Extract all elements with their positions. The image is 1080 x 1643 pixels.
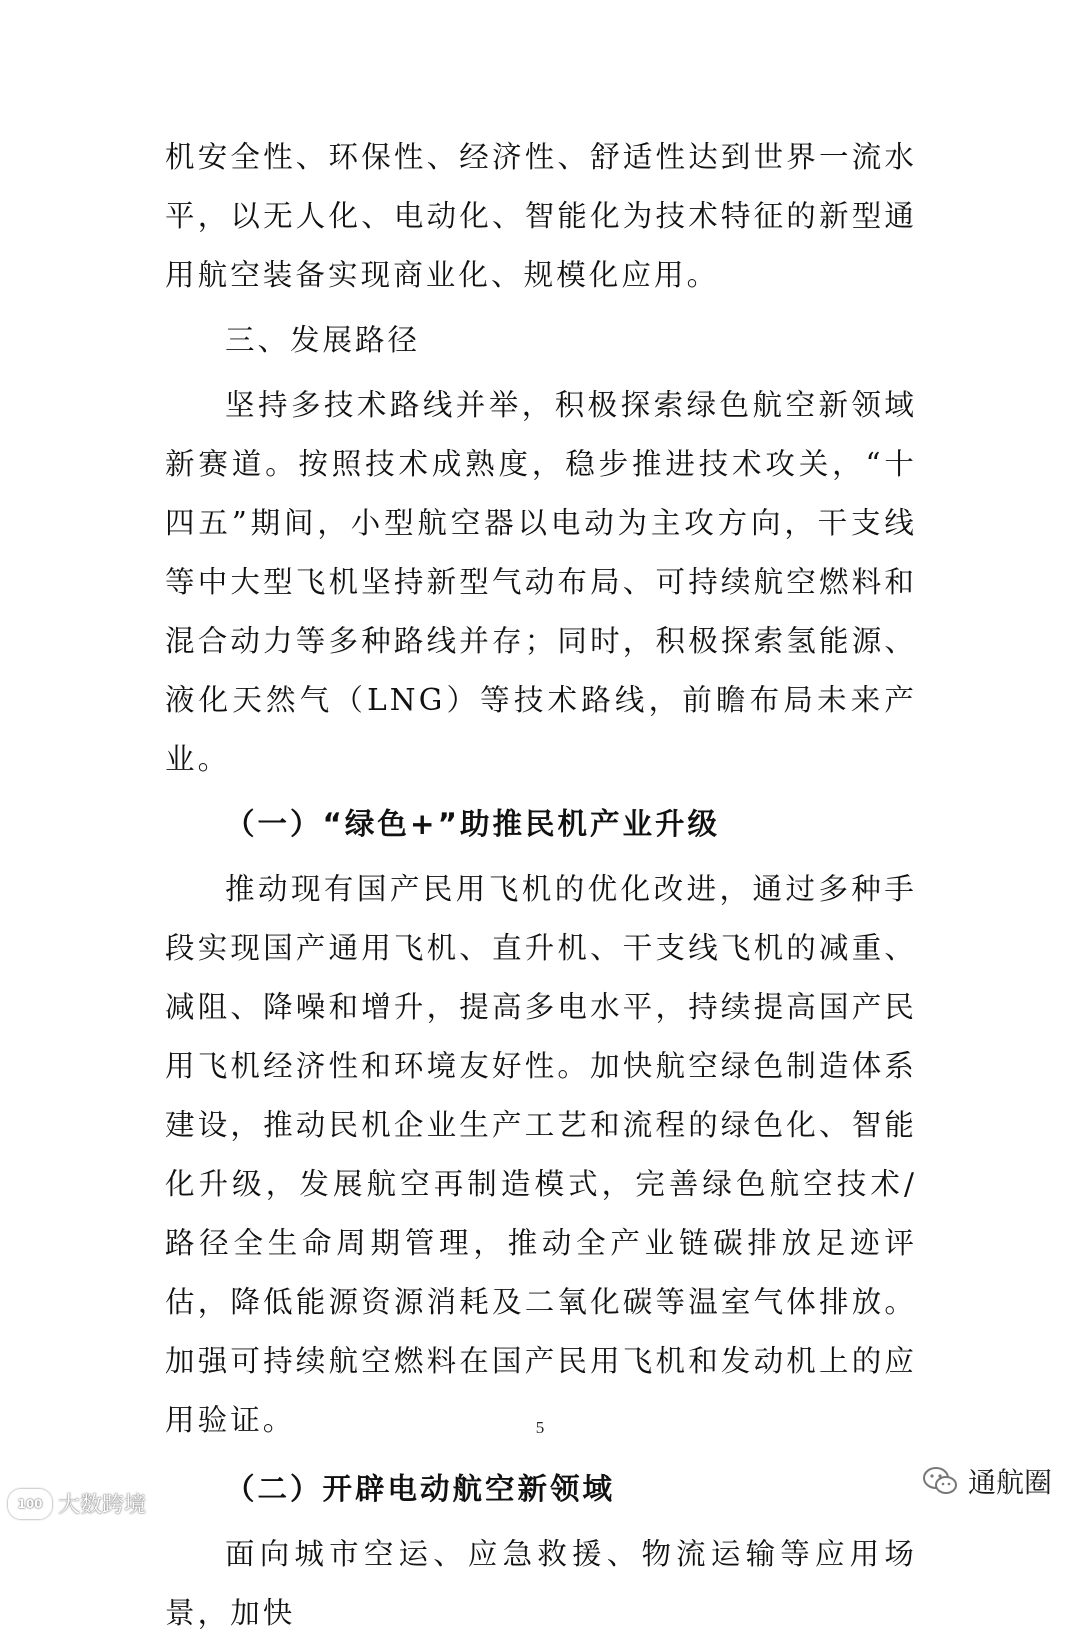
logo-badge: 100 — [8, 1489, 52, 1519]
watermark-right-text: 通航圈 — [967, 1466, 1052, 1499]
paragraph-green-plus: 推动现有国产民用飞机的优化改进，通过多种手段实现国产通用飞机、直升机、干支线飞机的减重、减阻、降噪和增升，提高多电水平，持续提高国产民用飞机经济性和环境友好性。加快航空绿色制造体系建设，推动民机企业生产工艺和流程的绿色化、智能化升级，发展航空再制造模式，完善绿色航空技术/路径全生命周期管理，推动全产业链碳排放足迹评估，降低能源资源消耗及二氧化碳等温室气体排放。加强可持续航空燃料在国产民用飞机和发动机上的应用验证。 — [165, 872, 917, 1437]
document-body — [165, 128, 917, 1643]
paragraph-intro: 机安全性、环保性、经济性、舒适性达到世界一流水平，以无人化、电动化、智能化为技术特征的新型通用航空装备实现商业化、规模化应用。 — [165, 140, 917, 292]
page-number: 5 — [535, 1418, 545, 1437]
subheading-green-plus: （一）“绿色+”助推民机产业升级 — [225, 807, 720, 841]
subheading-electric-aviation: （二）开辟电动航空新领域 — [225, 1472, 616, 1506]
paragraph-electric-aviation: 面向城市空运、应急救援、物流运输等应用场景，加快 — [165, 1537, 917, 1630]
section-heading-development-path: 三、发展路径 — [225, 323, 421, 357]
watermark-left — [8, 1488, 146, 1519]
paragraph-development-path: 坚持多技术路线并举，积极探索绿色航空新领域新赛道。按照技术成熟度，稳步推进技术攻关，“十四五”期间，小型航空器以电动为主攻方向，干支线等中大型飞机坚持新型气动布局、可持续航空燃料和混合动力等多种路线并存；同时，积极探索氢能源、液化天然气（LNG）等技术路线，前瞻布局未来产业。 — [165, 388, 917, 776]
watermark-right — [922, 1461, 1052, 1501]
watermark-left-text: 大数跨境 — [58, 1493, 147, 1518]
wechat-icon — [922, 1466, 958, 1496]
